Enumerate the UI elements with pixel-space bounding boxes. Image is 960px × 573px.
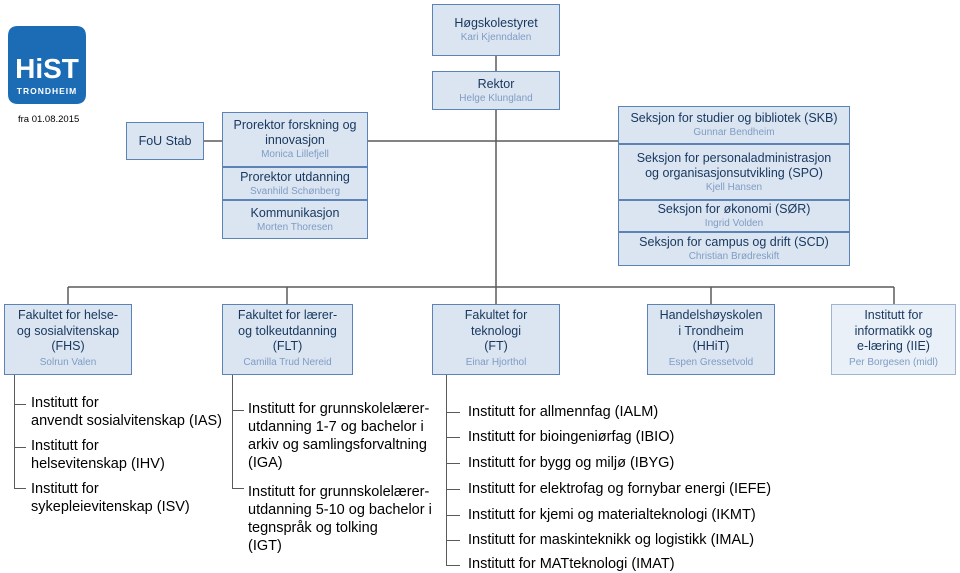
institute-igt-line1: Institutt for grunnskolelærer- (248, 484, 430, 500)
institute-iga-line2: utdanning 1-7 og bachelor i (248, 419, 424, 435)
prorector-education-title: Prorektor utdanning (240, 169, 350, 184)
institute-iga (248, 400, 429, 472)
institute-iefe: Institutt for elektrofag og fornybar energi (IEFE) (468, 481, 772, 497)
institute-iie-line1: Institutt for (864, 308, 923, 323)
section-sor-name: Ingrid Volden (704, 218, 764, 229)
faculty-hhit-name: Espen Gressetvold (668, 356, 754, 368)
communication-name: Morten Thoresen (257, 221, 333, 233)
faculty-fhs-line1: Fakultet for helse- (17, 308, 119, 323)
rector-box (432, 71, 560, 110)
institute-ias (31, 394, 222, 430)
flt-institute-bracket (232, 375, 248, 488)
institute-ibyg: Institutt for bygg og miljø (IBYG) (468, 455, 675, 471)
ft-institute-bracket (446, 375, 462, 566)
flt-tick-1 (232, 410, 244, 411)
institute-igt-line2: utdanning 5-10 og bachelor i (248, 502, 432, 518)
institute-iie (831, 304, 956, 375)
institute-ias-line2: anvendt sosialvitenskap (IAS) (31, 413, 223, 429)
fou-stab-title: FoU Stab (138, 133, 192, 148)
rector-title: Rektor (477, 76, 515, 91)
institute-iga-line4: (IGA) (248, 455, 283, 471)
fhs-tick-2 (14, 447, 26, 448)
institute-ihv (31, 437, 165, 473)
institute-ias-line1: Institutt for (31, 395, 99, 411)
faculty-hhit-line3: (HHiT) (692, 339, 730, 354)
hist-logo (6, 24, 88, 106)
faculty-fhs (4, 304, 132, 375)
faculty-hhit-line2: i Trondheim (678, 323, 744, 338)
institute-iga-line1: Institutt for grunnskolelærer- (248, 401, 430, 417)
section-skb (618, 106, 850, 144)
faculty-hhit-line1: Handelshøyskolen (659, 308, 763, 323)
faculty-ft-line3: (FT) (484, 339, 508, 354)
institute-imal: Institutt for maskinteknikk og logistikk (IMAL) (468, 532, 755, 548)
institute-ikmt: Institutt for kjemi og materialteknologi (IKMT) (468, 507, 756, 523)
flt-tick-2 (232, 488, 244, 489)
faculty-hhit (647, 304, 775, 375)
institute-ihv-line2: helsevitenskap (IHV) (31, 456, 165, 472)
institute-igt-line3: tegnspråk og tolking (248, 520, 378, 536)
institute-igt (248, 483, 432, 555)
faculty-fhs-name: Solrun Valen (39, 356, 97, 368)
faculty-flt-line3: (FLT) (272, 339, 303, 354)
communication-title: Kommunikasjon (250, 205, 340, 220)
section-spo-name: Kjell Hansen (705, 181, 763, 193)
faculty-ft-name: Einar Hjorthol (465, 356, 527, 368)
institute-ibio: Institutt for bioingeniørfag (IBIO) (468, 429, 675, 445)
section-scd-title: Seksjon for campus og drift (SCD) (639, 235, 829, 249)
rector-name: Helge Klungland (459, 92, 533, 104)
institute-iie-line2: informatikk og (854, 323, 933, 338)
prorector-research (222, 112, 368, 167)
faculty-flt-line2: og tolkeutdanning (238, 323, 337, 338)
section-scd-name: Christian Brødreskift (688, 251, 780, 262)
faculty-fhs-line3: (FHS) (51, 339, 85, 354)
section-skb-title: Seksjon for studier og bibliotek (SKB) (630, 111, 838, 125)
faculty-ft (432, 304, 560, 375)
section-sor-title: Seksjon for økonomi (SØR) (657, 202, 811, 216)
fhs-tick-3 (14, 488, 26, 489)
institute-iie-name: Per Borgesen (midl) (849, 356, 938, 368)
prorector-research-title: Prorektor forskning og innovasjon (233, 118, 357, 147)
ft-tick-1 (446, 412, 460, 413)
board-title: Høgskolestyret (454, 16, 538, 30)
section-spo (618, 144, 850, 200)
svg-text:TRONDHEIM: TRONDHEIM (16, 86, 78, 96)
faculty-ft-line1: Fakultet for (464, 308, 528, 323)
section-scd (618, 232, 850, 266)
fhs-tick-1 (14, 404, 26, 405)
faculty-flt (222, 304, 353, 375)
ft-tick-5 (446, 515, 460, 516)
prorector-education (222, 167, 368, 200)
institute-igt-line4: (IGT) (248, 538, 282, 554)
section-spo-title: Seksjon for personaladministrasjon og organisasjonsutvikling (SPO) (636, 150, 832, 180)
institute-ialm: Institutt for allmennfag (IALM) (468, 404, 659, 420)
institute-ihv-line1: Institutt for (31, 438, 99, 454)
ft-tick-3 (446, 463, 460, 464)
prorector-education-name: Svanhild Schønberg (249, 185, 341, 197)
ft-tick-6 (446, 540, 460, 541)
faculty-flt-name: Camilla Trud Nereid (243, 356, 332, 368)
institute-iie-line3: e-læring (IIE) (857, 339, 930, 354)
fou-stab-box (126, 122, 204, 160)
institute-isv-line1: Institutt for (31, 481, 99, 497)
institute-imat: Institutt for MATteknologi (IMAT) (468, 556, 675, 572)
section-skb-name: Gunnar Bendheim (693, 127, 775, 138)
ft-tick-4 (446, 489, 460, 490)
institute-iga-line3: arkiv og samlingsforvaltning (248, 437, 427, 453)
communication-box (222, 200, 368, 239)
faculty-flt-line1: Fakultet for lærer- (237, 308, 338, 323)
faculty-ft-line2: teknologi (470, 323, 522, 338)
ft-tick-2 (446, 437, 460, 438)
prorector-research-name: Monica Lillefjell (261, 149, 329, 160)
section-sor (618, 200, 850, 232)
institute-isv (31, 480, 190, 516)
institute-isv-line2: sykepleievitenskap (ISV) (31, 499, 190, 515)
ft-tick-7 (446, 565, 460, 566)
board-name: Kari Kjenndalen (460, 32, 532, 43)
svg-text:HiST: HiST (15, 53, 79, 84)
fhs-institute-bracket (14, 375, 30, 488)
faculty-fhs-line2: og sosialvitenskap (16, 323, 120, 338)
board-box (432, 4, 560, 56)
date-label: fra 01.08.2015 (18, 114, 80, 125)
